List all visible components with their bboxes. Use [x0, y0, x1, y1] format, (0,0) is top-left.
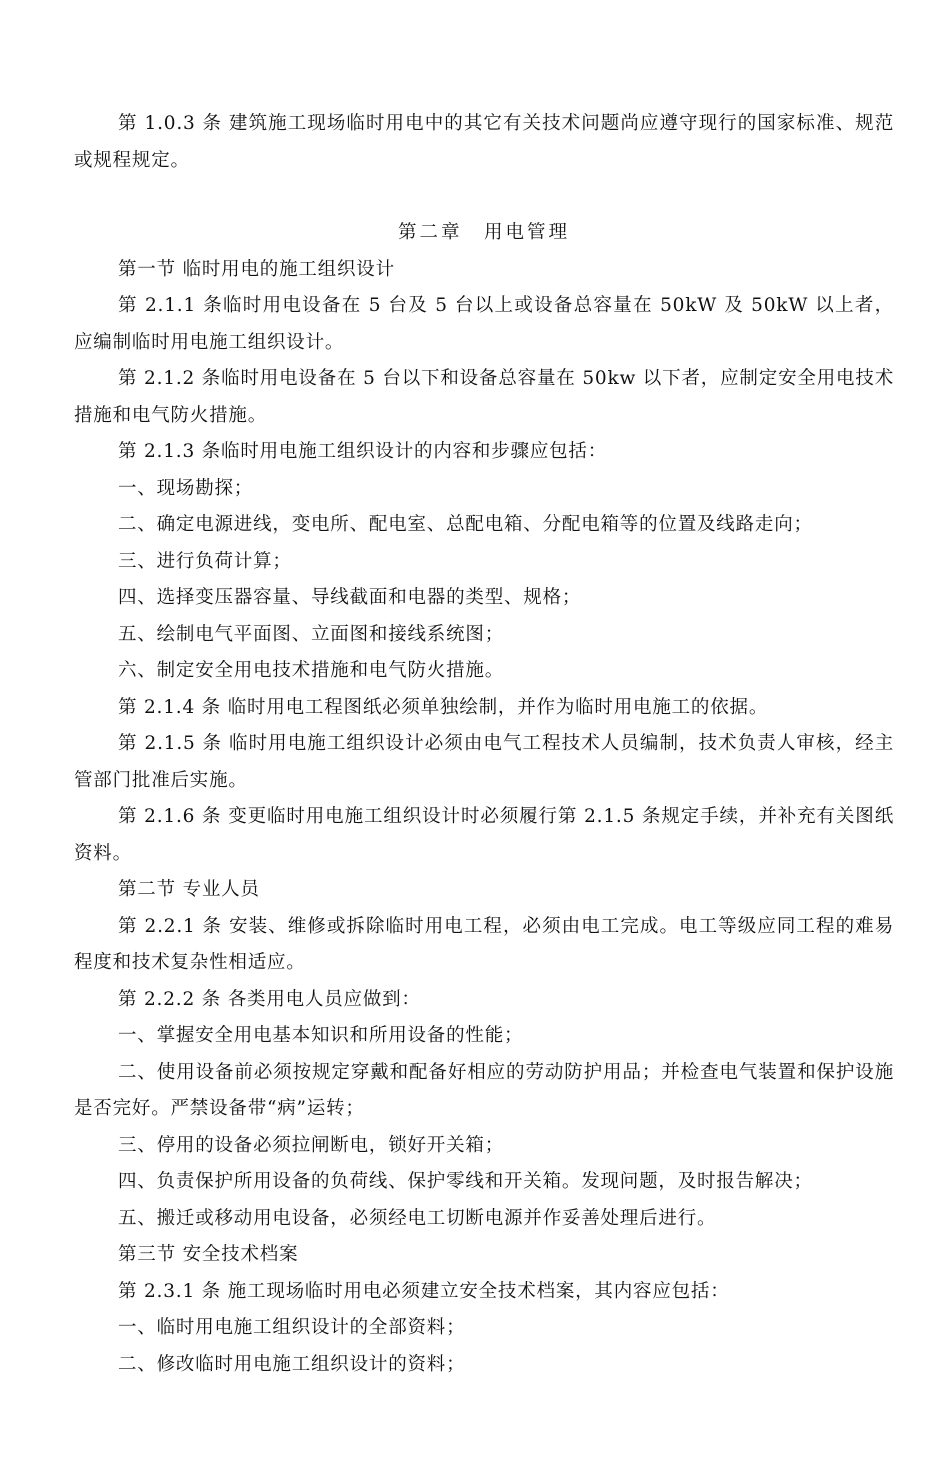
section-1-title: 第一节 临时用电的施工组织设计: [118, 258, 395, 280]
clause-2-1-3: 第 2.1.3 条临时用电施工组织设计的内容和步骤应包括：: [118, 441, 608, 462]
list-item-2-1-3-6: 六、制定安全用电技术措施和电气防火措施。: [118, 660, 505, 681]
clause-2-1-2: 第 2.1.2 条临时用电设备在 5 台以下和设备总容量在 50kw 以下者，应制定安全用电技术措施和电气防火措施。: [74, 368, 894, 426]
section-3-title: 第三节 安全技术档案: [118, 1244, 299, 1265]
chapter-spacing: [74, 179, 894, 215]
clause-2-3-1: 第 2.3.1 条 施工现场临时用电必须建立安全技术档案，其内容应包括：: [118, 1280, 730, 1302]
clause-2-1-5: 第 2.1.5 条 临时用电施工组织设计必须由电气工程技术人员编制，技术负责人审核，经主管部门批准后实施。: [74, 733, 894, 791]
chapter-title: 第二章 用电管理: [397, 222, 570, 243]
list-item-2-1-3-5: 五、绘制电气平面图、立面图和接线系统图；: [118, 623, 505, 645]
list-item-2-2-2-2: 二、使用设备前必须按规定穿戴和配备好相应的劳动防护用品；并检查电气装置和保护设施是否完好。严禁设备带“病”运转；: [74, 1061, 894, 1119]
list-item-2-1-3-1: 一、现场勘探；: [118, 477, 254, 499]
clause-2-2-2: 第 2.2.2 条 各类用电人员应做到：: [118, 988, 421, 1010]
list-item-2-2-2-1: 一、掌握安全用电基本知识和所用设备的性能；: [118, 1025, 524, 1046]
clause-2-1-1: 第 2.1.1 条临时用电设备在 5 台及 5 台以上或设备总容量在 50kW 及 50kW 以上者，应编制临时用电施工组织设计。: [74, 295, 894, 353]
list-item-2-3-1-2: 二、修改临时用电施工组织设计的资料；: [118, 1353, 466, 1375]
list-item-2-3-1-1: 一、临时用电施工组织设计的全部资料；: [118, 1317, 466, 1338]
section-2-title: 第二节 专业人员: [118, 879, 260, 900]
list-item-2-1-3-2: 二、确定电源进线，变电所、配电室、总配电箱、分配电箱等的位置及线路走向；: [118, 514, 813, 535]
top-margin: [74, 0, 894, 106]
list-item-2-2-2-5: 五、搬迁或移动用电设备，必须经电工切断电源并作妥善处理后进行。: [118, 1207, 717, 1229]
list-item-2-2-2-3: 三、停用的设备必须拉闸断电，锁好开关箱；: [118, 1134, 505, 1156]
list-item-2-2-2-4: 四、负责保护所用设备的负荷线、保护零线和开关箱。发现问题，及时报告解决；: [118, 1171, 813, 1192]
clause-1-0-3: 第 1.0.3 条 建筑施工现场临时用电中的其它有关技术问题尚应遵守现行的国家标准、规范或规程规定。: [74, 113, 894, 171]
clause-2-2-1: 第 2.2.1 条 安装、维修或拆除临时用电工程，必须由电工完成。电工等级应同工程的难易程度和技术复杂性相适应。: [74, 915, 894, 973]
list-item-2-1-3-4: 四、选择变压器容量、导线截面和电器的类型、规格；: [118, 587, 582, 608]
clause-2-1-4: 第 2.1.4 条 临时用电工程图纸必须单独绘制，并作为临时用电施工的依据。: [118, 696, 769, 718]
clause-2-1-6: 第 2.1.6 条 变更临时用电施工组织设计时必须履行第 2.1.5 条规定手续，并补充有关图纸资料。: [74, 806, 894, 864]
list-item-2-1-3-3: 三、进行负荷计算；: [118, 550, 292, 572]
